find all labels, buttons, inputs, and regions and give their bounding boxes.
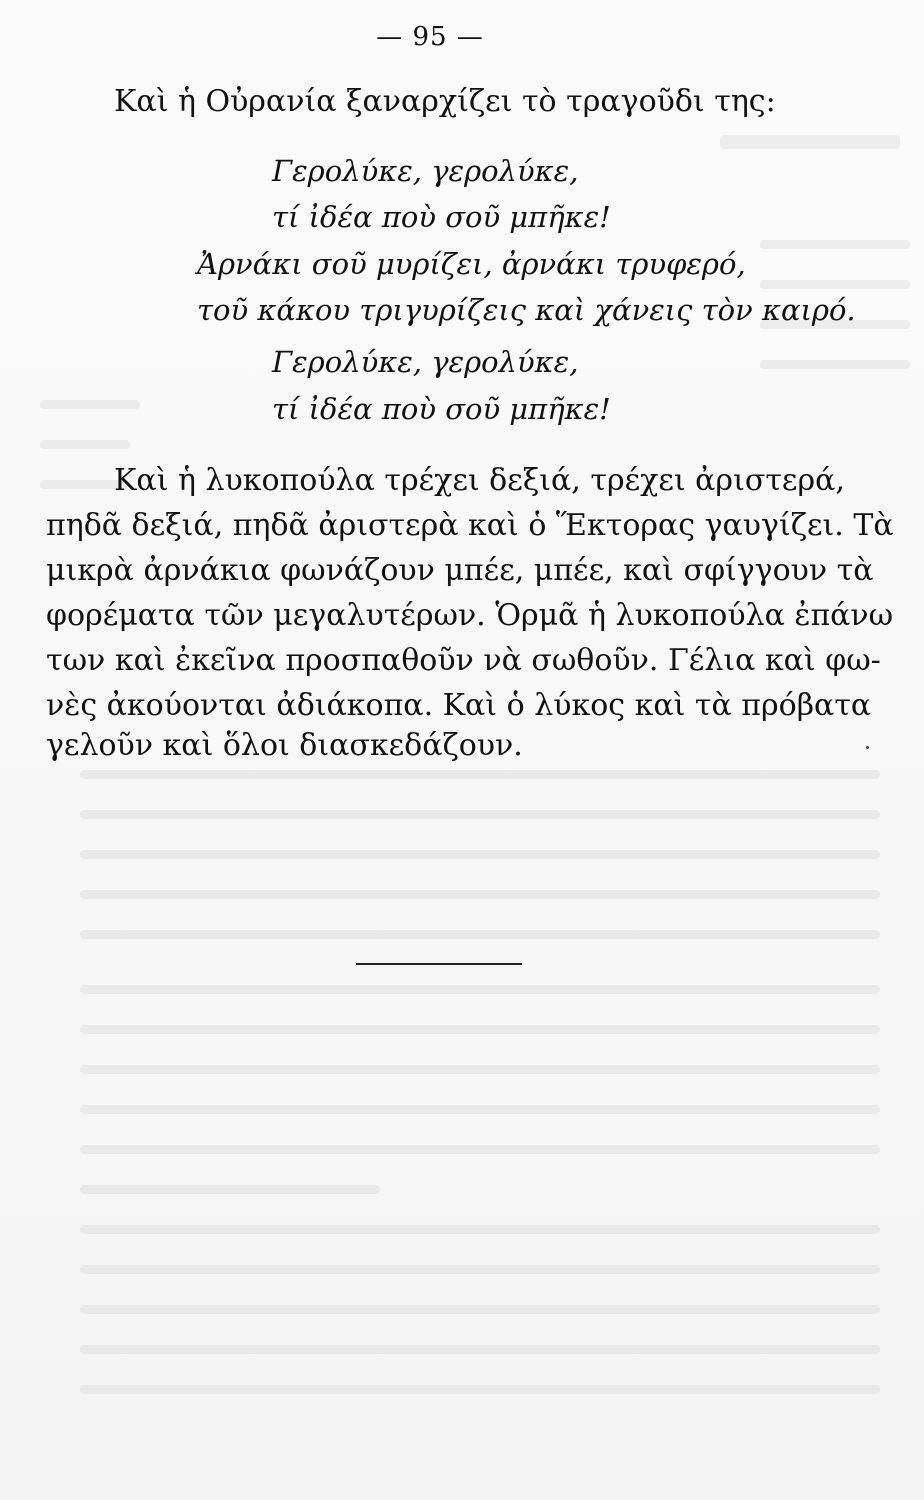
song-line: τί ἰδέα ποὺ σοῦ μπῆκε! — [272, 200, 611, 234]
intro-line: Καὶ ἡ Οὐρανία ξαναρχίζει τὸ τραγοῦδι της: — [114, 84, 776, 119]
ink-speck — [866, 746, 869, 749]
song-line: τοῦ κάκου τριγυρίζεις καὶ χάνεις τὸν καιρό. — [197, 293, 856, 327]
paragraph-line: γελοῦν καὶ ὅλοι διασκεδάζουν. — [46, 728, 523, 763]
paragraph-line: πηδᾶ δεξιά, πηδᾶ ἀριστερὰ καὶ ὁ Ἕκτορας γαυγίζει. Τὰ — [46, 508, 894, 543]
song-line: Ἀρνάκι σοῦ μυρίζει, ἀρνάκι τρυφερό, — [197, 247, 746, 281]
song-line: Γερολύκε, γερολύκε, — [272, 345, 579, 379]
song-line: τί ἰδέα ποὺ σοῦ μπῆκε! — [272, 392, 611, 426]
song-line: Γερολύκε, γερολύκε, — [272, 154, 579, 188]
page-number: — 95 — — [376, 22, 484, 52]
paragraph-line: φορέματα τῶν μεγαλυτέρων. Ὁρμᾶ ἡ λυκοπούλα ἐπάνω — [46, 598, 894, 633]
paragraph-line: των καὶ ἐκεῖνα προσπαθοῦν νὰ σωθοῦν. Γέλια καὶ φω- — [46, 643, 881, 678]
paragraph-line: νὲς ἀκούονται ἀδιάκοπα. Καὶ ὁ λύκος καὶ τὰ πρόβατα — [46, 688, 872, 723]
paragraph-line: μικρὰ ἀρνάκια φωνάζουν μπέε, μπέε, καὶ σφίγγουν τὰ — [46, 553, 874, 588]
section-separator-rule — [356, 963, 522, 965]
paragraph-line: Καὶ ἡ λυκοπούλα τρέχει δεξιά, τρέχει ἀριστερά, — [114, 463, 845, 498]
